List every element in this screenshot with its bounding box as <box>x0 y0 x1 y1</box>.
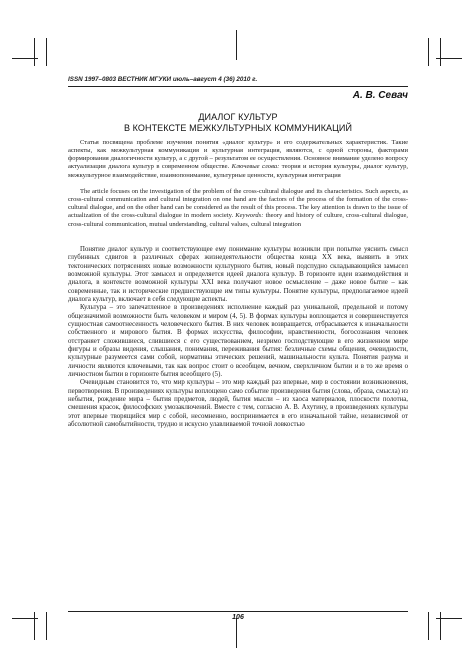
keywords-ru: теория и история культуры, диалог культур, межкультурное взаимодействие, взаимопонимание, культурные ценности, культурная интеграция <box>68 163 409 179</box>
body-paragraph-2: Культура – это запечатленное в произведениях исполнение каждый раз уникальной, предельной и потому общезначимой возможности быть человеком и миром (4, 5). В формах культуры воплощается и совершенствуется сущностная самоотнесенность человеческого бытия. В них человек возвращается, отбрасывается к изначальности собственного и мирового бытия. В формах искусства, философии, нравственности, богосознания человек отстраняет сложившиеся, слившиеся с его существованием, незримо господствующие в его жизненном мире фигуры и образы видения, слышания, понимания, переживания бытия: безличные схемы общения, очевидности, культурные разумеется сами собой, нормативы этических решений, машинальности культа. Понятия разума и личности являются ключевыми, так как вопрос стоит о всеобщем, вечном, сверхличном бытии и в то же время о личностном бытии в горизонте бытия всеобщего (5). <box>68 304 408 378</box>
abstract-en-text: The article focuses on the investigation of the problem of the cross-cultural dialogue and its characteristics. Such aspects, as cross-cultural communication and cultural integration on one hand are the factors of the process of the formation of the cross-cultural dialogue, and on the other hand can be considered as the result of this process. The key attention is drawn to the issue of actualization of the cross-cultural dialogue in modern society. <box>68 188 408 220</box>
journal-header: ISSN 1997–0803 ВЕСТНИК МГУКИ июль–август 4 (36) 2010 г. <box>68 76 258 83</box>
crop-mark-bottom-right-2 <box>440 612 441 640</box>
crop-mark-bottom-center <box>236 618 237 648</box>
crop-mark-top-left <box>34 38 35 66</box>
abstract-en <box>68 188 408 229</box>
body-paragraph-3: Очевидным становится то, что мир культуры – это мир каждый раз впервые, мир в состоянии возникновения, первотворения. В произведениях культуры воплощено само событие произведения бытия (слова, образа, смысла) из небытия, рождение мира – бытия предметов, людей, бытия мысли – из хаоса материалов, плоскости полотна, смешения красок, философских умозаключений. Вместе с тем, согласно А. В. Ахутину, в произведениях культуры этот впервые творящийся мир с собой, несомненно, воспринимается в его изначальной тайне, независимой от абсолютной самобытийности, трудно и искусно улавливаемой точной ловкостью <box>68 379 408 428</box>
crop-mark-top-left-2 <box>46 38 47 66</box>
crop-mark-bottom-right-3 <box>436 618 462 619</box>
page-number: 106 <box>232 614 244 621</box>
abstract-ru-text: Статья посвящена проблеме изучения понятия «диалог культур» и его содержательных характеристик. Такие аспекты, как межкультурная коммуникация и культурная интеграция, являются, с одной стороны, факторами формирования диалогичности культур, а с другой – результатом ее осуществления. Основное внимание уделено вопросу актуализации диалога культур в современном обществе. <box>68 139 408 171</box>
header-rule <box>68 86 408 87</box>
crop-mark-bottom-left-3 <box>12 618 38 619</box>
abstract-ru <box>68 139 408 180</box>
crop-mark-top-right-3 <box>436 58 462 59</box>
crop-mark-bottom-right <box>428 612 429 640</box>
keywords-ru-label: Ключевые слова: <box>231 163 280 171</box>
crop-mark-top-center <box>236 30 237 60</box>
keywords-en-label: Keywords: <box>235 212 264 220</box>
keywords-en: theory and history of culture, cross-cultural dialogue, cross-cultural communication, mutual understanding, cultural values, cultural integration <box>68 212 409 228</box>
crop-mark-bottom-left-2 <box>46 612 47 640</box>
body-paragraph-1: Понятие диалог культур и соответствующее ему понимание культуры возникли при попытке уяснить смысл глубинных сдвигов в различных сферах жизнедеятельности общества конца XX века, выявить в этих тектонических потрясениях новые возможности культурного бытия, новый подспудно складывающийся замысел возможной культуры. Этот замысел и определяется идеей диалога культур. В горизонте идеи взаимодействия и диалога, в контексте возможной культуры XXI века получают новое осмысление – даже новое бытие – как современные, так и исторические предшествующие им типы культуры. Понятие культуры, предполагаемое идеей диалога культур, включает в себя следующие аспекты. <box>68 246 408 303</box>
article-title-line-2: В КОНТЕКСТЕ МЕЖКУЛЬТУРНЫХ КОММУНИКАЦИЙ <box>123 123 353 133</box>
crop-mark-top-left-3 <box>12 58 38 59</box>
article-body <box>68 246 408 429</box>
crop-mark-top-right-2 <box>440 38 441 66</box>
crop-mark-top-right <box>428 38 429 66</box>
article-author: А. В. Севач <box>352 90 408 101</box>
crop-mark-bottom-left <box>34 612 35 640</box>
article-title-line-1: ДИАЛОГ КУЛЬТУР <box>198 112 278 122</box>
footer-rule <box>68 611 408 612</box>
